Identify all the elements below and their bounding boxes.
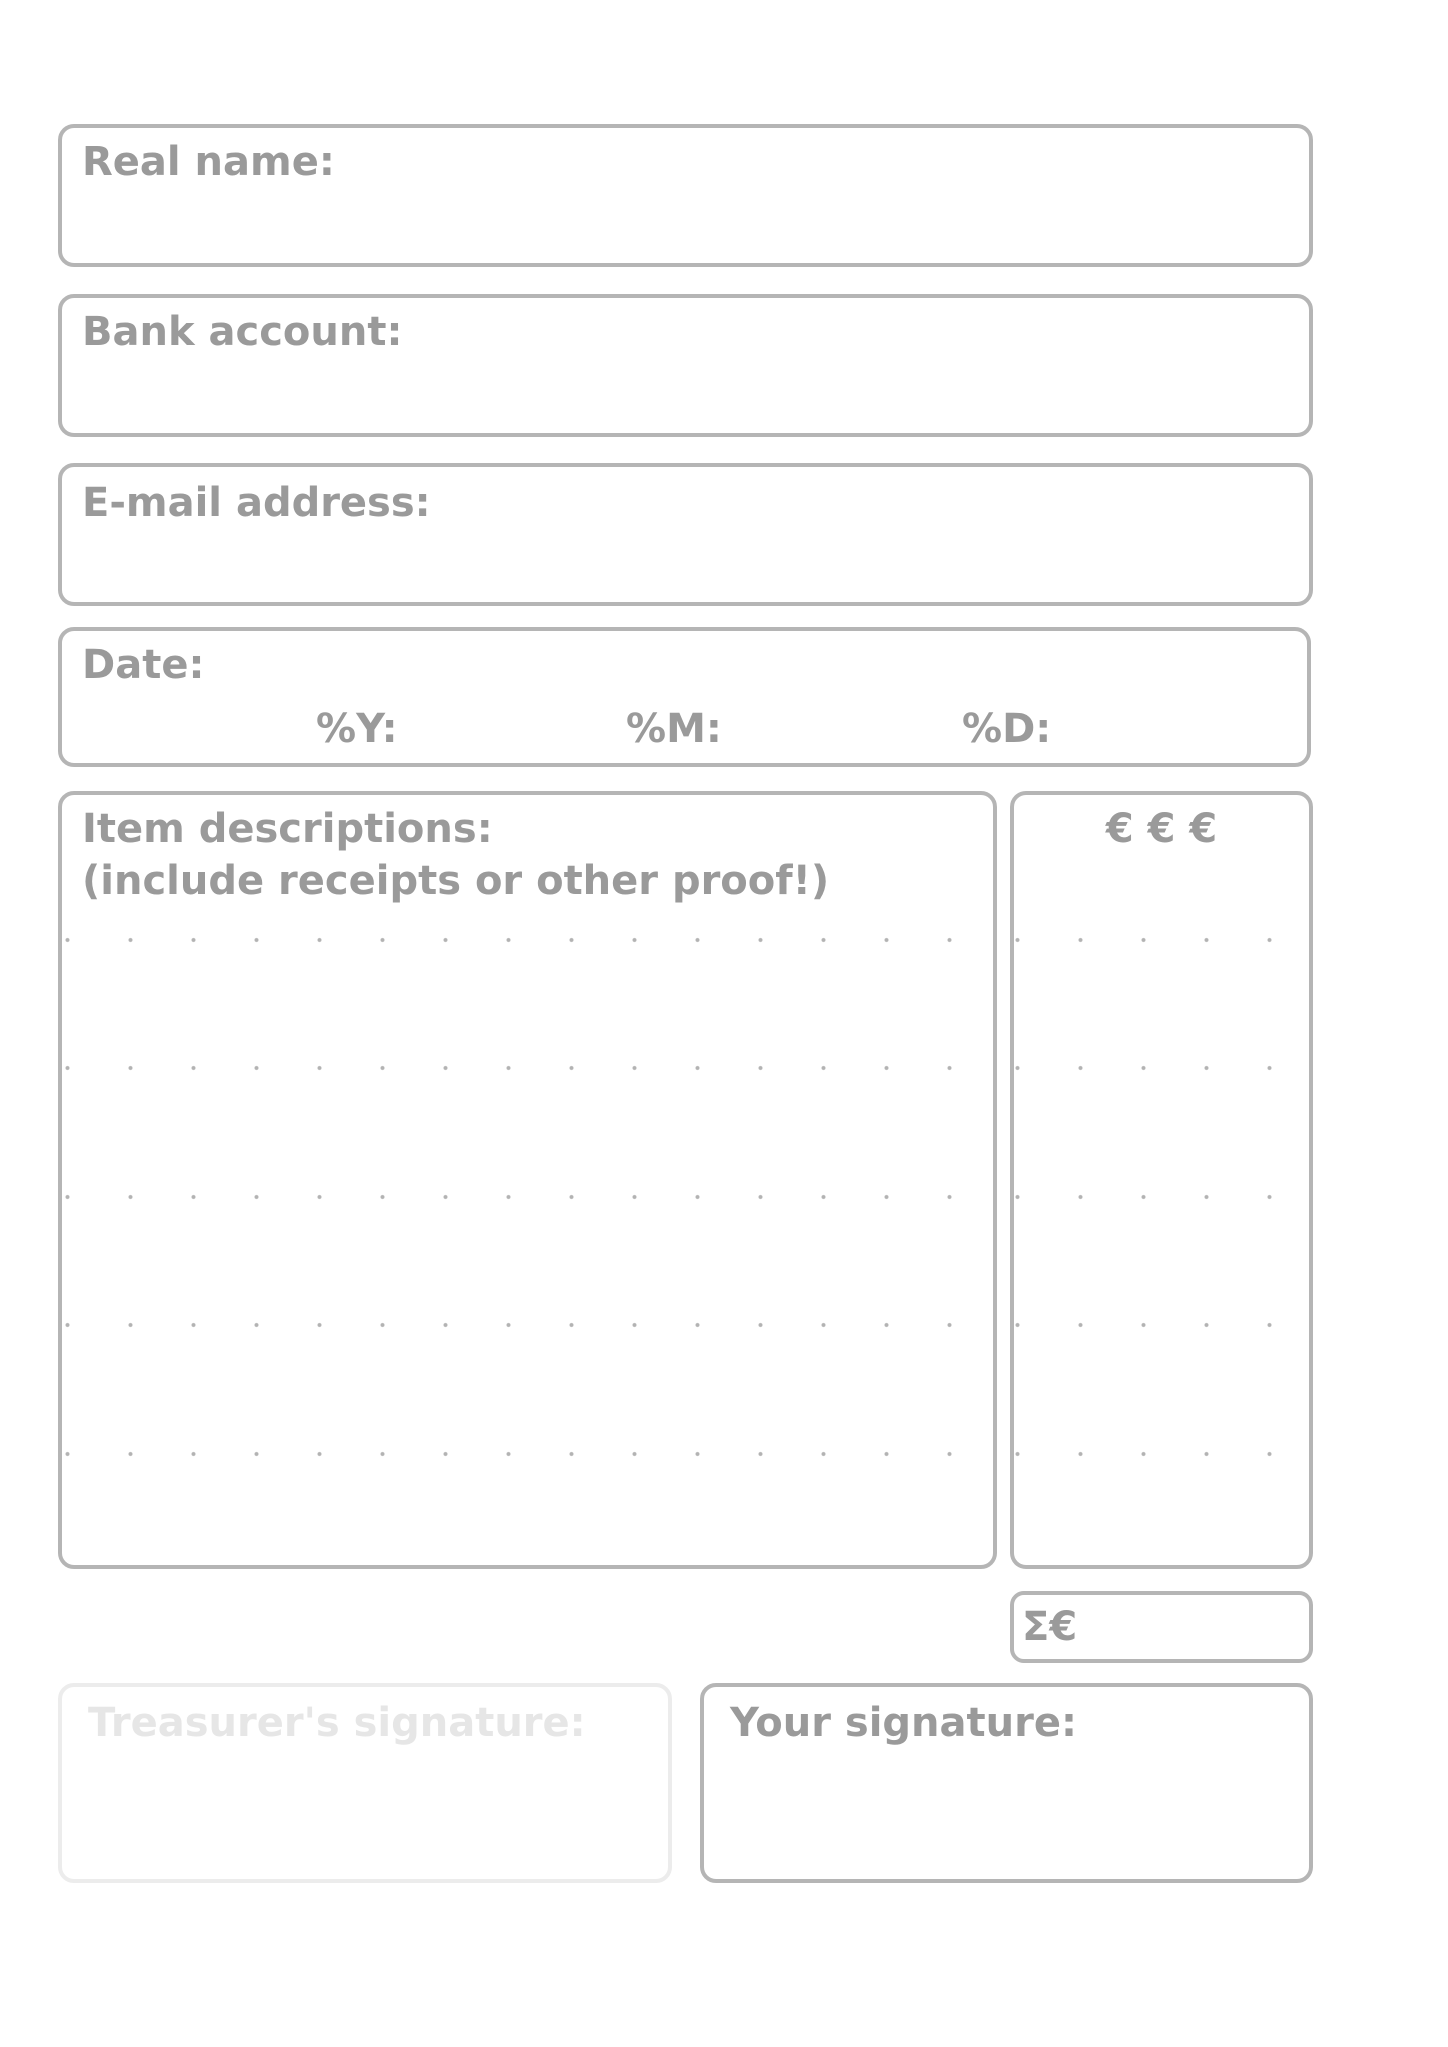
your-signature-label: Your signature:	[730, 1700, 1077, 1746]
bank-account-field[interactable]	[58, 294, 1313, 437]
date-field[interactable]	[58, 627, 1311, 767]
total-label: Σ€	[1022, 1604, 1078, 1650]
dotted-line	[62, 935, 993, 945]
total-field[interactable]	[1010, 1591, 1313, 1663]
dotted-line	[62, 1320, 993, 1330]
dotted-line	[1014, 1192, 1309, 1202]
date-month-label[interactable]: %M:	[626, 706, 722, 752]
amount-column-label: € € €	[1105, 806, 1218, 852]
email-label: E-mail address:	[82, 480, 431, 526]
date-year-label[interactable]: %Y:	[316, 706, 398, 752]
bank-account-label: Bank account:	[82, 309, 403, 355]
email-field[interactable]	[58, 463, 1313, 606]
item-descriptions-note: (include receipts or other proof!)	[82, 858, 830, 904]
item-descriptions-label: Item descriptions:	[82, 806, 493, 852]
your-signature-field[interactable]	[700, 1683, 1313, 1883]
dotted-line	[1014, 935, 1309, 945]
date-label: Date:	[82, 642, 205, 688]
date-day-label[interactable]: %D:	[962, 706, 1052, 752]
dotted-line	[62, 1449, 993, 1459]
treasurer-signature-label: Treasurer's signature:	[88, 1700, 586, 1746]
dotted-line	[1014, 1063, 1309, 1073]
item-descriptions-field[interactable]	[58, 791, 997, 1569]
real-name-field[interactable]	[58, 124, 1313, 267]
dotted-line	[62, 1063, 993, 1073]
dotted-line	[62, 1192, 993, 1202]
dotted-line	[1014, 1449, 1309, 1459]
amount-column-field[interactable]	[1010, 791, 1313, 1569]
treasurer-signature-field[interactable]	[58, 1683, 672, 1883]
real-name-label: Real name:	[82, 139, 335, 185]
dotted-line	[1014, 1320, 1309, 1330]
